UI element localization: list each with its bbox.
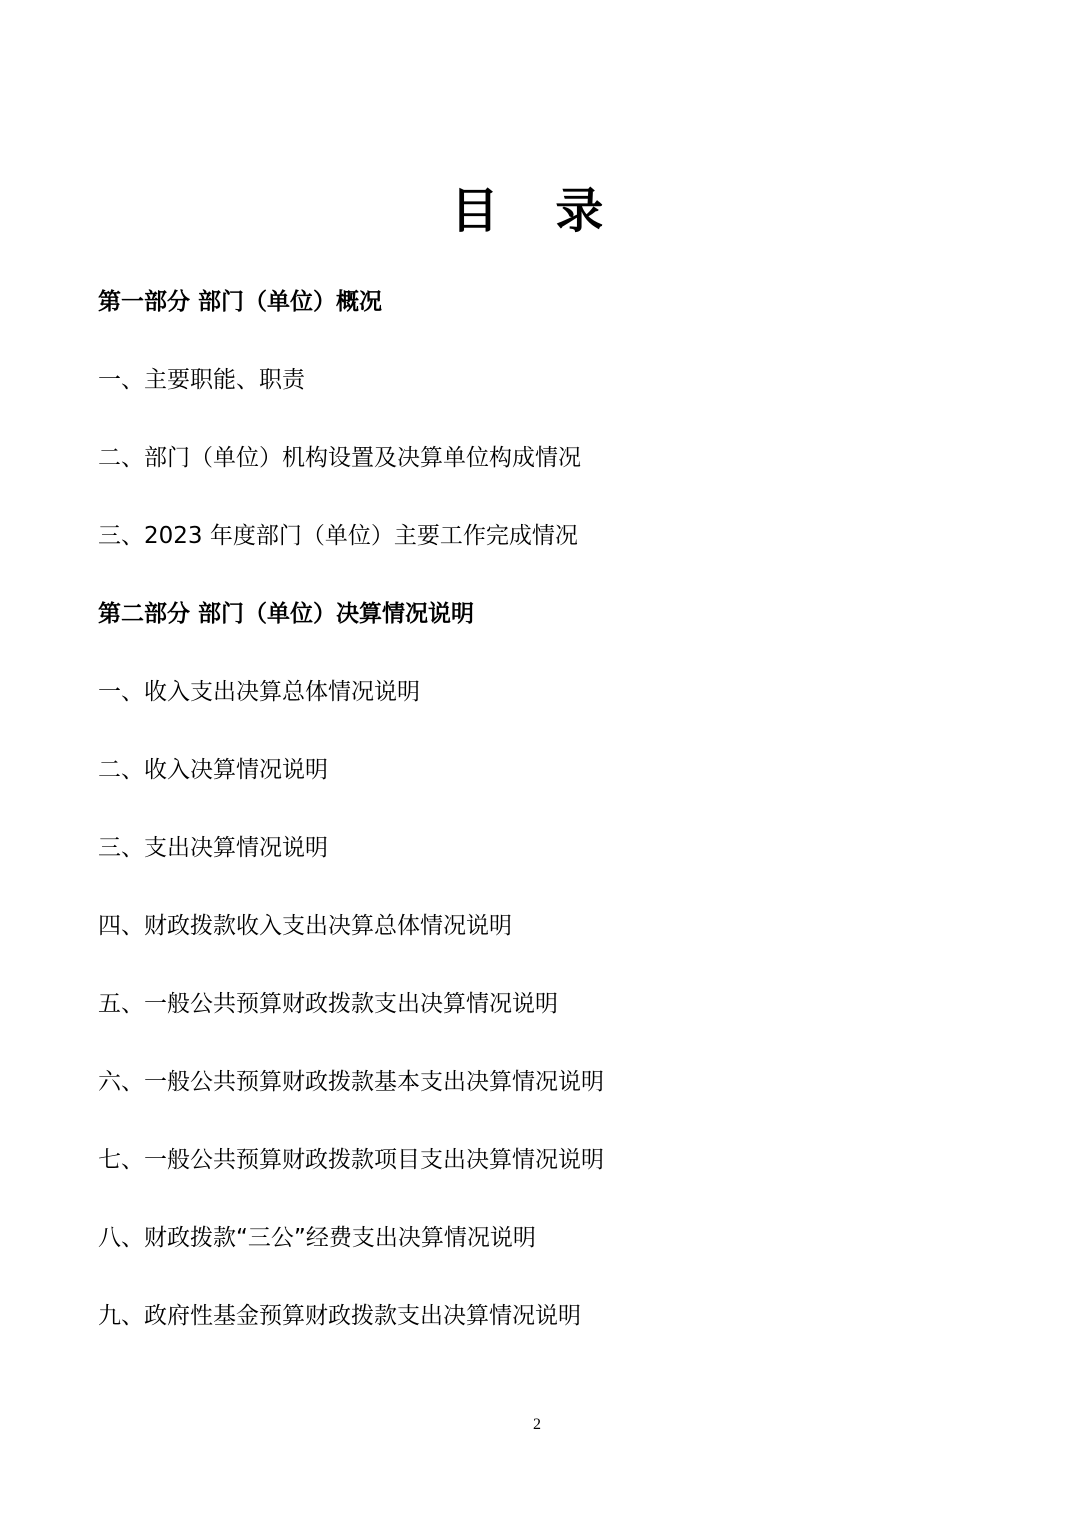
toc-item[interactable]: 三、2023 年度部门（单位）主要工作完成情况	[98, 523, 578, 549]
toc-item[interactable]: 八、财政拨款“三公”经费支出决算情况说明	[98, 1225, 536, 1251]
toc-part-1[interactable]: 第一部分 部门（单位）概况	[98, 289, 383, 315]
toc-item[interactable]: 六、一般公共预算财政拨款基本支出决算情况说明	[98, 1069, 604, 1095]
toc-item[interactable]: 一、主要职能、职责	[98, 367, 305, 393]
toc-item[interactable]: 三、支出决算情况说明	[98, 835, 328, 861]
toc-item[interactable]: 四、财政拨款收入支出决算总体情况说明	[98, 913, 512, 939]
toc-part-2[interactable]: 第二部分 部门（单位）决算情况说明	[98, 601, 475, 627]
toc-item[interactable]: 二、部门（单位）机构设置及决算单位构成情况	[98, 445, 581, 471]
page-number: 2	[533, 1416, 541, 1433]
page-title: 目 录	[450, 183, 624, 239]
toc-item[interactable]: 七、一般公共预算财政拨款项目支出决算情况说明	[98, 1147, 604, 1173]
toc-item[interactable]: 二、收入决算情况说明	[98, 757, 328, 783]
toc-item[interactable]: 五、一般公共预算财政拨款支出决算情况说明	[98, 991, 558, 1017]
toc-item[interactable]: 九、政府性基金预算财政拨款支出决算情况说明	[98, 1303, 581, 1329]
toc-item[interactable]: 一、收入支出决算总体情况说明	[98, 679, 420, 705]
